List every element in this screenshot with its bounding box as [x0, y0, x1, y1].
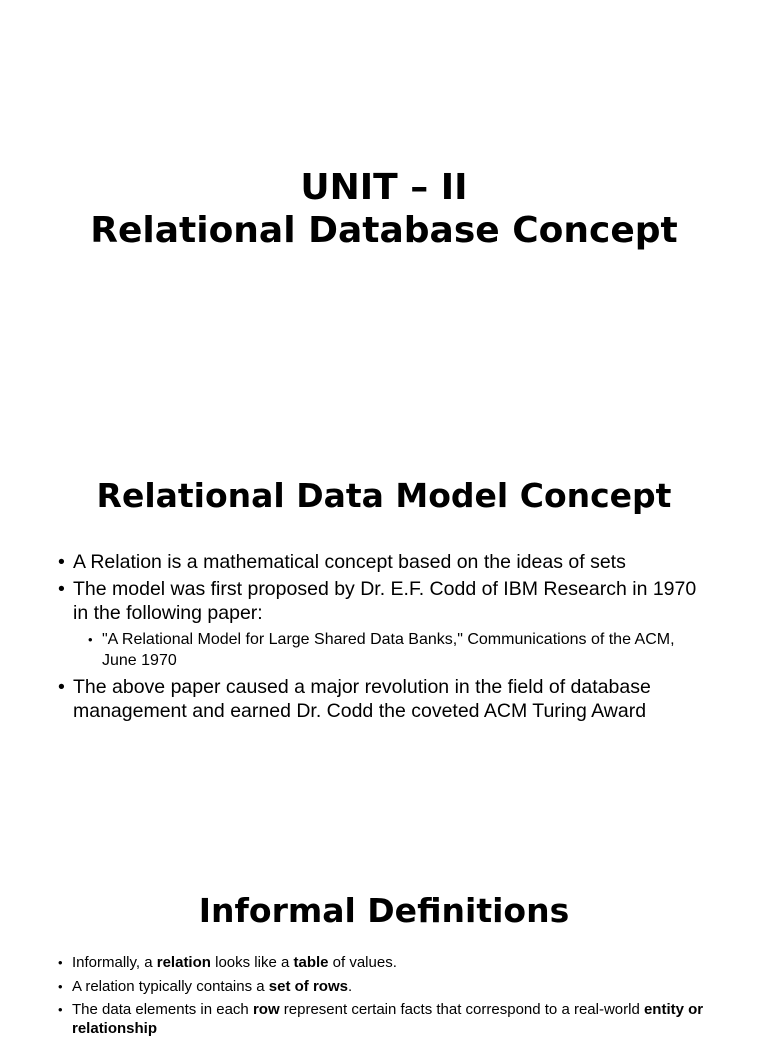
slide1-title-line2: Relational Database Concept: [90, 210, 678, 251]
slide3-bullet-list: [58, 953, 718, 1043]
slide2-bullet-2-text: The model was first proposed by Dr. E.F. Codd of IBM Research in 1970 in the following paper:: [73, 578, 697, 624]
slide2-bullet-3: • The above paper caused a major revolution in the field of database management and earned Dr. Codd the coveted ACM Turing Award: [58, 675, 698, 723]
slide1-title: [0, 166, 768, 252]
slide2-sub-bullet-1: • "A Relational Model for Large Shared Data Banks," Communications of the ACM, June 1970: [88, 629, 698, 671]
slide3-bullet-2-text-a: A relation typically contains a: [72, 977, 269, 995]
slide2-sub-bullet-list: [88, 629, 698, 671]
slide3-bullet-2: [58, 977, 718, 996]
slide3-bullet-3-text-b: represent certain facts that correspond to a real-world: [279, 1001, 644, 1018]
slide3-bullet-2-text-b: .: [347, 977, 353, 995]
slide2-bullet-1: • A Relation is a mathematical concept based on the ideas of sets: [58, 550, 698, 574]
slide3-title: Informal Definitions: [198, 891, 570, 930]
slide3-bullet-1-bold-a: relation: [156, 954, 211, 971]
slide3-bullet-3-text-a: The data elements in each: [72, 1001, 253, 1018]
slide3-bullet-1-bold-b: table: [293, 954, 329, 971]
slide3-bullet-1-text-c: of values.: [328, 954, 397, 971]
slide1-title-line1: UNIT – II: [300, 167, 468, 208]
slide2-bullet-list: [58, 550, 698, 730]
slide3-bullet-2-bold-a: set of rows: [268, 977, 348, 995]
slide3-bullet-3: [58, 1000, 718, 1038]
slide2-title: Relational Data Model Concept: [96, 476, 672, 515]
slide2-bullet-2: [58, 577, 698, 671]
slide3-bullet-1-text-a: Informally, a: [72, 954, 157, 971]
slide3-bullet-1: [58, 953, 718, 972]
slide3-bullet-3-bold-b: entity or relationship: [72, 1001, 704, 1037]
slide3-bullet-1-text-b: looks like a: [210, 954, 294, 971]
slide3-bullet-3-bold-a: row: [252, 1001, 280, 1018]
